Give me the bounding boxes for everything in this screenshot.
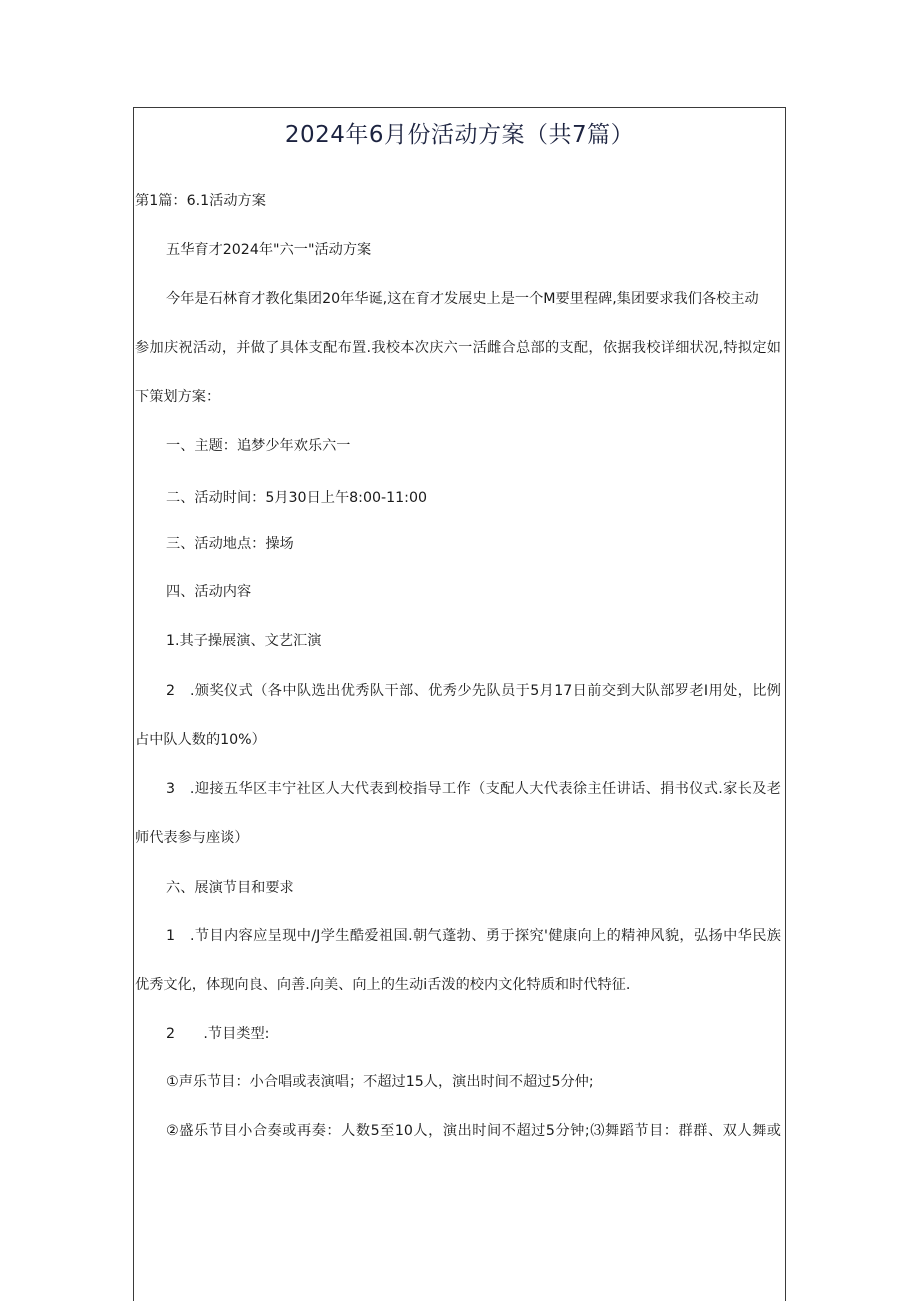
- list-item: 1 .节目内容应呈现中/J学生酷爱祖国.朝气蓬勃、勇于探究'健康向上的精神风貌，弘扬中华民族: [166, 928, 781, 944]
- content-heading: 四、活动内容: [166, 584, 252, 600]
- list-item: 1.其子操展演、文艺汇演: [166, 633, 322, 649]
- paragraph-line: 优秀文化，体现向良、向善.向美、向上的生动i舌泼的校内文化特质和时代特征.: [135, 977, 631, 993]
- list-item: 3 .迎接五华区丰宁社区人大代表到校指导工作（支配人大代表徐主任讲话、捐书仪式.家长及老: [166, 781, 781, 797]
- paragraph-line: 占中队人数的10%）: [135, 732, 266, 748]
- list-item: 2 .节目类型:: [166, 1026, 270, 1042]
- paragraph-line: 师代表参与座谈）: [135, 830, 249, 846]
- program-heading: 六、展演节目和要求: [166, 880, 294, 896]
- plan-title: 五华育才2024年"六一"活动方案: [166, 242, 372, 258]
- list-item: ①声乐节目：小合唱或表演唱；不超过15人，演出时间不超过5分仲;: [166, 1074, 594, 1090]
- document-title: 2024年6月份活动方案（共7篇）: [284, 122, 635, 148]
- time-line: 二、活动时间：5月30日上午8:00-11:00: [166, 490, 428, 506]
- location-line: 三、活动地点：操场: [166, 536, 294, 552]
- list-item: 2 .颁奖仪式（各中队选出优秀队干部、优秀少先队员于5月17日前交到大队部罗老I用处，比例: [166, 683, 781, 699]
- paragraph-line: 参加庆祝活动，并做了具体支配布置.我校本次庆六一活雌合总部的支配，依据我校详细状况,特拟定如: [135, 340, 781, 356]
- section-heading: 第1篇：6.1活动方案: [135, 193, 266, 209]
- list-item: ②盛乐节目小合奏或再奏：人数5至10人，演出时间不超过5分钟;⑶舞蹈节目：群群、双人舞或: [166, 1123, 781, 1139]
- theme-line: 一、主题：追梦少年欢乐六一: [166, 438, 351, 454]
- paragraph-line: 下策划方案：: [135, 389, 221, 405]
- paragraph-line: 今年是石林育才教化集团20年华诞,这在育才发展史上是一个M要里程碑,集团要求我们各校主动: [166, 291, 759, 307]
